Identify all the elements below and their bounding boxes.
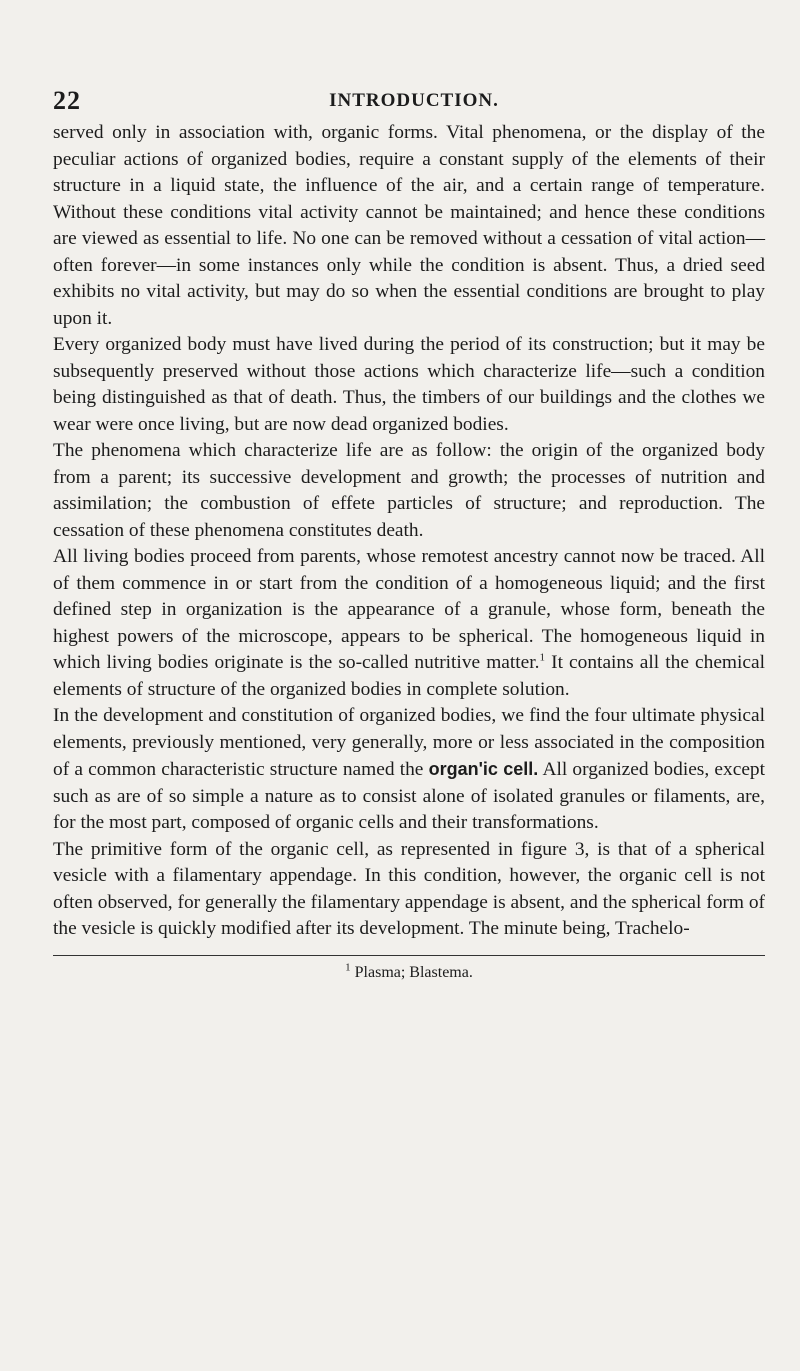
footnote-divider <box>53 955 765 956</box>
page-number: 22 <box>53 86 81 115</box>
body-text <box>53 120 765 943</box>
paragraph: served only in association with, organic forms. Vital phenomena, or the display of the peculiar actions of organized bodies, require a constant supply of the elements of their structure in a liquid state, the influence of the air, and a certain range of temperature. Without these conditions vital activity cannot be maintained; and hence these conditions are viewed as essential to life. No one can be removed without a cessation of vital action—often forever—in some instances only while the condition is absent. Thus, a dried seed exhibits no vital activity, but may do so when the essential conditions are brought to play upon it. <box>53 122 765 329</box>
paragraph-text: It contains all the chemical elements of structure of the organized bodies in complete solution. <box>53 652 765 700</box>
paragraph: Every organized body must have lived during the period of its construction; but it may be subsequently preserved without those actions which characterize life—such a condition being distinguished as that of death. Thus, the timbers of our buildings and the clothes we wear were once living, but are now dead organized bodies. <box>53 334 765 435</box>
paragraph: The primitive form of the organic cell, as represented in figure 3, is that of a spherical vesicle with a filamentary appendage. In this condition, however, the organic cell is not often observed, for generally the filamentary appendage is absent, and the spherical form of the vesicle is quickly modified after its development. The minute being, Trachelo- <box>53 838 765 939</box>
footnote-mark: 1 <box>345 961 351 974</box>
footnote <box>53 961 765 982</box>
book-page <box>53 88 765 982</box>
footnote-text: Plasma; Blastema. <box>350 963 473 981</box>
defined-term: organ'ic cell. <box>428 759 539 779</box>
paragraph-text: In the development and constitution of organized bodies, we find the four ultimate physical elements, previously mentioned, very generally, more or less associated in the composition of a common characteristic structure named the <box>53 705 765 780</box>
paragraph: The phenomena which characterize life are as follow: the origin of the organized body from a parent; its successive development and growth; the processes of nutrition and assimilation; the combustion of effete particles of structure; and reproduction. The cessation of these phenomena constitutes death. <box>53 440 765 541</box>
paragraph-text: All living bodies proceed from parents, whose remotest ancestry cannot now be traced. All of them commence in or start from the condition of a homogeneous liquid; and the first defined step in organization is the appearance of a granule, whose form, beneath the highest powers of the microscope, appears to be spherical. The homogeneous liquid in which living bodies originate is the so-called nutritive matter. <box>53 546 765 673</box>
footnote-reference: 1 <box>539 651 546 664</box>
paragraph <box>53 544 765 703</box>
running-head: INTRODUCTION. <box>329 90 499 111</box>
page-header <box>53 88 765 114</box>
paragraph <box>53 703 765 837</box>
paragraph-text: All organized bodies, except such as are of so simple a nature as to consist alone of isolated granules or filaments, are, for the most part, composed of organic cells and their transformations. <box>53 759 766 833</box>
